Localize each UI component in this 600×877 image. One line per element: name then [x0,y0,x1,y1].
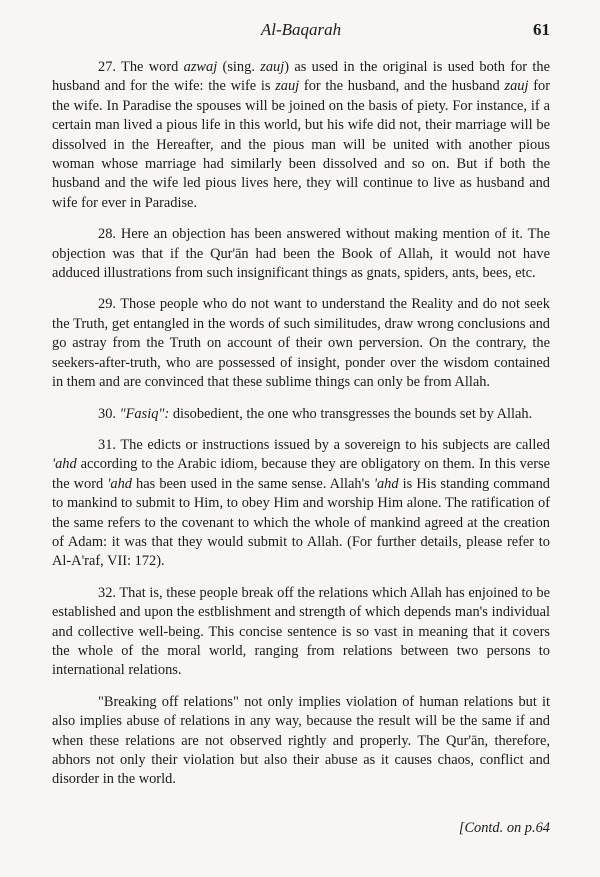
note-text: according to the Arabic idiom, because they are obligatory on them. In this verse the word [52,456,550,492]
italic-term: 'ahd [373,475,399,492]
note-text: 31. The edicts or instructions issued by a sovereign to his subjects are called [98,436,550,453]
page-header [52,20,550,46]
running-title: Al-Baqarah [260,20,342,39]
note-paragraph [52,693,550,790]
note-text: for the wife. In Paradise the spouses will be joined on the basis of piety. For instance, if a certain man lived a pious life in this world, but his wife did not, their marriage will be dissolved in the Hereafter, and the pious man will be united with another pious woman whose marriage had similarly been dissolved and so on. But if both the husband and the wife led pious lives here, they will continue to live as husband and wife for ever in Paradise. [52,78,550,211]
note-text: (sing. [217,59,261,75]
italic-term: zauj [275,78,300,95]
page-number: 61 [533,20,550,39]
italic-term: zauj [504,78,529,95]
note-text: has been used in the same sense. Allah's [131,475,374,492]
note-text: for the husband, and the husband [299,78,505,95]
italic-term: azwaj [183,59,218,75]
note-text: "Breaking off relations" not only implies violation of human relations but it also implies abuse of relations in any way, because the result will be the same if and when these relations are not observed rightly and properly. The Qur'ān, therefore, abhors not only their violation but also their abuse as it causes chaos, conflict and disorder in the world. [52,693,550,788]
note-text: disobedient, the one who transgresses the bounds set by Allah. [169,405,533,422]
commentary-notes [52,58,550,802]
note-text: 30. [98,405,120,422]
italic-term: 'ahd [52,456,77,473]
note-text: 32. That is, these people break off the relations which Allah has enjoined to be established and upon the estblishment and strength of which depends man's individual and collective well-being. This concise sentence is so vast in meaning that it covers the whole of the moral world, ranging from relations between two persons to international relations. [52,584,550,679]
italic-term: "Fasiq": [119,405,170,422]
note-paragraph [52,295,550,392]
continuation-note: [Contd. on p.64 [458,820,550,836]
note-paragraph [52,436,550,572]
note-paragraph [52,405,550,424]
note-text: is His standing command to mankind to submit to Him, to obey Him and worship Him alone. The ratification of the same refers to the covenant to which the whole of mankind agreed at the creation of Adam: it was that they would submit to Allah. (For further details, please refer to Al-A'raf, VII: 172). [52,475,550,570]
italic-term: 'ahd [107,475,132,492]
note-paragraph [52,58,550,213]
note-text: 29. Those people who do not want to understand the Reality and do not seek the Truth, get entangled in the words of such similitudes, draw wrong conclusions and go astray from the Truth on account of their own perversion. On the contrary, the seekers-after-truth, who are possessed of insight, ponder over the wisdom contained in them and are convinced that these sublime things can only be from Allah. [52,296,550,391]
italic-term: zauj [260,59,285,75]
note-text: 27. The word [98,59,184,75]
note-paragraph [52,225,550,283]
note-text: ) as used in the original is used both for the husband and for the wife: the wife is [52,59,550,95]
note-text: 28. Here an objection has been answered without making mention of it. The objection was that if the Qur'ān had been the Book of Allah, it would not have adduced illustrations from such insignificant things as gnats, spiders, ants, bees, etc. [52,226,550,282]
note-paragraph [52,584,550,681]
